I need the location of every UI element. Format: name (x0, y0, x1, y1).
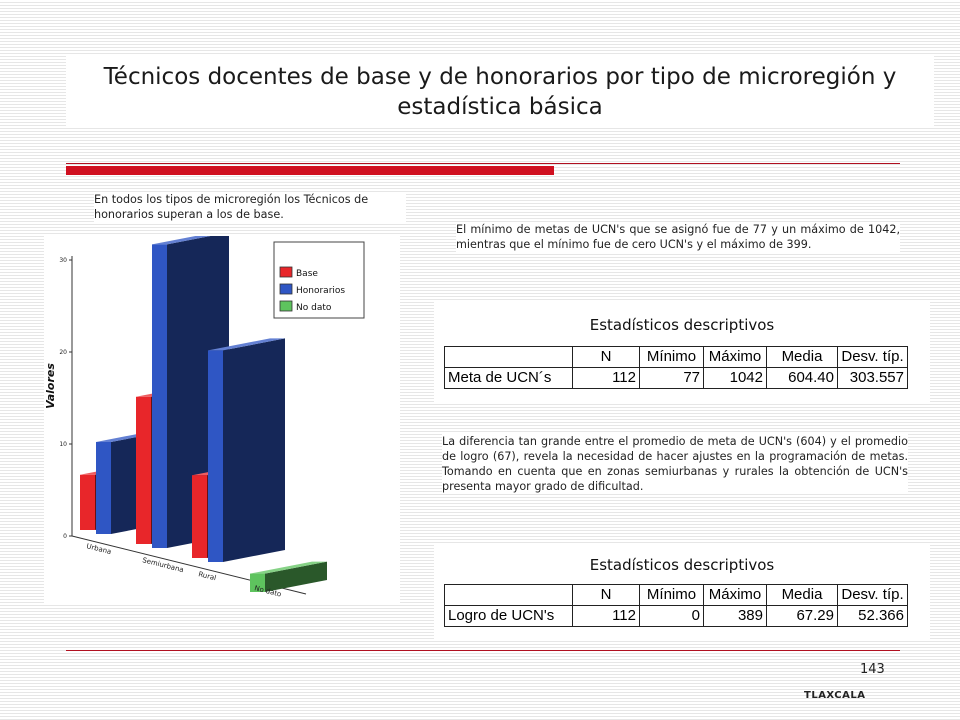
y-tick-label: 0 (63, 533, 67, 540)
header-cell: Desv. típ. (838, 347, 908, 368)
stat-title-logro: Estadísticos descriptivos (589, 556, 775, 574)
cell-desv: 52.366 (838, 606, 908, 627)
row-label: Meta de UCN´s (445, 368, 573, 389)
stat-table-logro (434, 544, 930, 640)
header-cell: Media (767, 585, 838, 606)
chart-legend (274, 242, 364, 318)
legend-swatch (280, 301, 292, 311)
bar-honorarios-2-side (223, 338, 285, 562)
header-cell: Máximo (704, 347, 767, 368)
bar-base-2-front (192, 475, 207, 558)
header-cell: Desv. típ. (838, 585, 908, 606)
slide-title: Técnicos docentes de base y de honorarios por tipo de microregión y estadística básica (103, 64, 897, 120)
header-cell: Mínimo (640, 585, 704, 606)
header-cell (445, 347, 573, 368)
header-cell (445, 585, 573, 606)
bar-base-0-front (80, 475, 95, 530)
bar-honorarios-0-front (96, 442, 111, 534)
title-box (66, 56, 934, 126)
header-cell: Mínimo (640, 347, 704, 368)
bar-base-1-front (136, 397, 151, 544)
chart-svg (44, 236, 400, 604)
cell-media: 604.40 (767, 368, 838, 389)
header-cell: Media (767, 347, 838, 368)
table-row (445, 606, 908, 627)
cell-media: 67.29 (767, 606, 838, 627)
legend-swatch (280, 284, 292, 294)
legend-label: Base (296, 269, 318, 279)
header-cell: N (573, 347, 640, 368)
x-tick-label: Semiurbana (141, 556, 185, 575)
legend-swatch (280, 267, 292, 277)
x-tick-label: Rural (197, 570, 218, 583)
cell-min: 0 (640, 606, 704, 627)
cell-max: 389 (704, 606, 767, 627)
stat-table-meta (434, 300, 930, 404)
y-tick-label: 20 (59, 349, 67, 356)
page-number: 143 (860, 662, 885, 677)
text-diferencia: La diferencia tan grande entre el promedio de meta de UCN's (604) y el promedio de logro (67), revela la necesidad de hacer ajustes en la programación de metas. Tomando en cuenta que en zonas semiurbanas y rurales la obtención de UCN's presenta mayor grado de dificultad. (442, 435, 908, 493)
bar-honorarios-1-front (152, 244, 167, 548)
y-tick-label: 10 (59, 441, 67, 448)
table-header-row (445, 347, 908, 368)
text-metas: El mínimo de metas de UCN's que se asignó fue de 77 y un máximo de 1042, mientras que el mínimo fue de cero UCN's y el máximo de 399. (456, 223, 900, 251)
y-tick-label: 30 (59, 257, 67, 264)
cell-min: 77 (640, 368, 704, 389)
row-label: Logro de UCN's (445, 606, 573, 627)
cell-desv: 303.557 (838, 368, 908, 389)
bar-honorarios-2 (208, 338, 285, 562)
table-header-row (445, 585, 908, 606)
y-axis-title: Valores (44, 363, 57, 409)
text-honorarios: En todos los tipos de microregión los Técnicos de honorarios superan a los de base. (94, 192, 406, 222)
legend-label: No dato (296, 303, 332, 313)
header-cell: Máximo (704, 585, 767, 606)
divider-bottom (66, 650, 900, 651)
bar-honorarios-2-front (208, 350, 223, 562)
x-tick-label: Urbana (85, 542, 113, 557)
legend-label: Honorarios (296, 286, 346, 296)
header-cell: N (573, 585, 640, 606)
divider-red-bar (66, 166, 554, 175)
cell-n: 112 (573, 606, 640, 627)
cell-n: 112 (573, 368, 640, 389)
footer-label: TLAXCALA (804, 690, 866, 701)
bar-chart (44, 236, 400, 604)
stat-title-meta: Estadísticos descriptivos (589, 316, 775, 334)
stat-grid-logro (444, 584, 908, 627)
x-tick-label: No dato (253, 584, 283, 599)
cell-max: 1042 (704, 368, 767, 389)
table-row (445, 368, 908, 389)
stat-grid-meta (444, 346, 908, 389)
divider-thin (66, 163, 900, 164)
